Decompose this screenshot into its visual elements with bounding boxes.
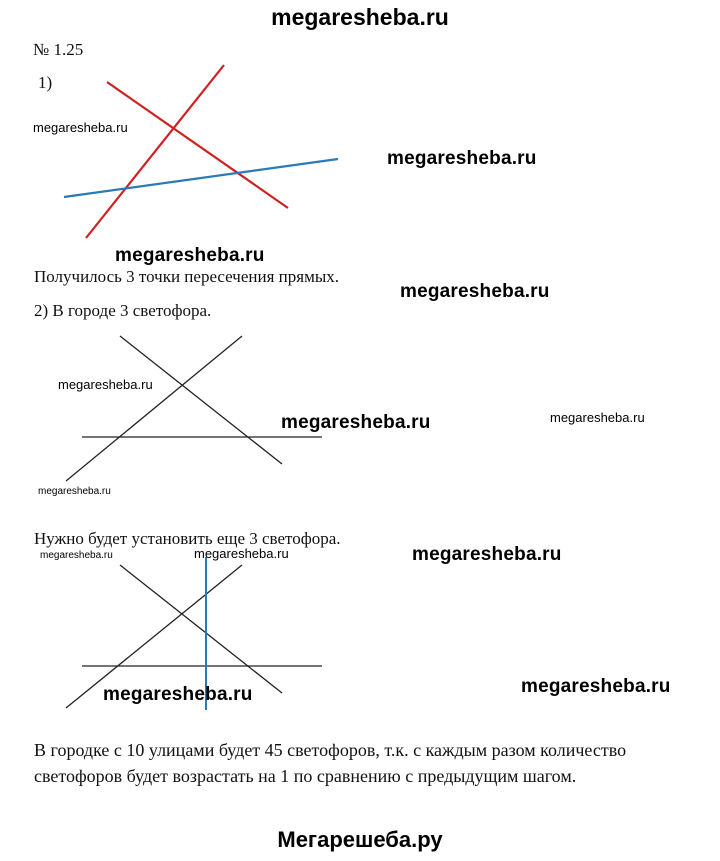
watermark-big: megaresheba.ru <box>115 245 265 266</box>
watermark-big: megaresheba.ru <box>412 544 562 565</box>
watermark-big: megaresheba.ru <box>521 676 671 697</box>
watermark-tiny: megaresheba.ru <box>40 550 113 561</box>
conclusion-text <box>34 737 714 789</box>
watermark-big: megaresheba.ru <box>103 684 253 705</box>
watermark-small: megaresheba.ru <box>550 410 645 425</box>
part2-need: Нужно будет установить еще 3 светофора. <box>34 529 341 548</box>
watermark-big: megaresheba.ru <box>281 412 431 433</box>
task-number: № 1.25 <box>33 40 84 59</box>
site-title-header[interactable]: megaresheba.ru <box>271 4 449 30</box>
watermark-tiny: megaresheba.ru <box>38 486 111 497</box>
black-line-1 <box>120 565 282 693</box>
site-title-footer[interactable]: Мегарешеба.ру <box>277 827 443 852</box>
watermark-big: megaresheba.ru <box>400 281 550 302</box>
watermark-small: megaresheba.ru <box>33 120 128 135</box>
watermark-small: megaresheba.ru <box>194 546 289 561</box>
part1-label: 1) <box>38 73 53 92</box>
watermark-small: megaresheba.ru <box>58 377 153 392</box>
part1-result: Получилось 3 точки пересечения прямых. <box>34 267 340 286</box>
conclusion-line-1: В городке с 10 улицами будет 45 светофоров, т.к. с каждым разом количество <box>34 740 627 760</box>
conclusion-line-2: светофоров будет возрастать на 1 по сравнению с предыдущим шагом. <box>34 766 577 786</box>
watermark-big: megaresheba.ru <box>387 148 537 169</box>
part2-label: 2) В городе 3 светофора. <box>34 301 212 320</box>
